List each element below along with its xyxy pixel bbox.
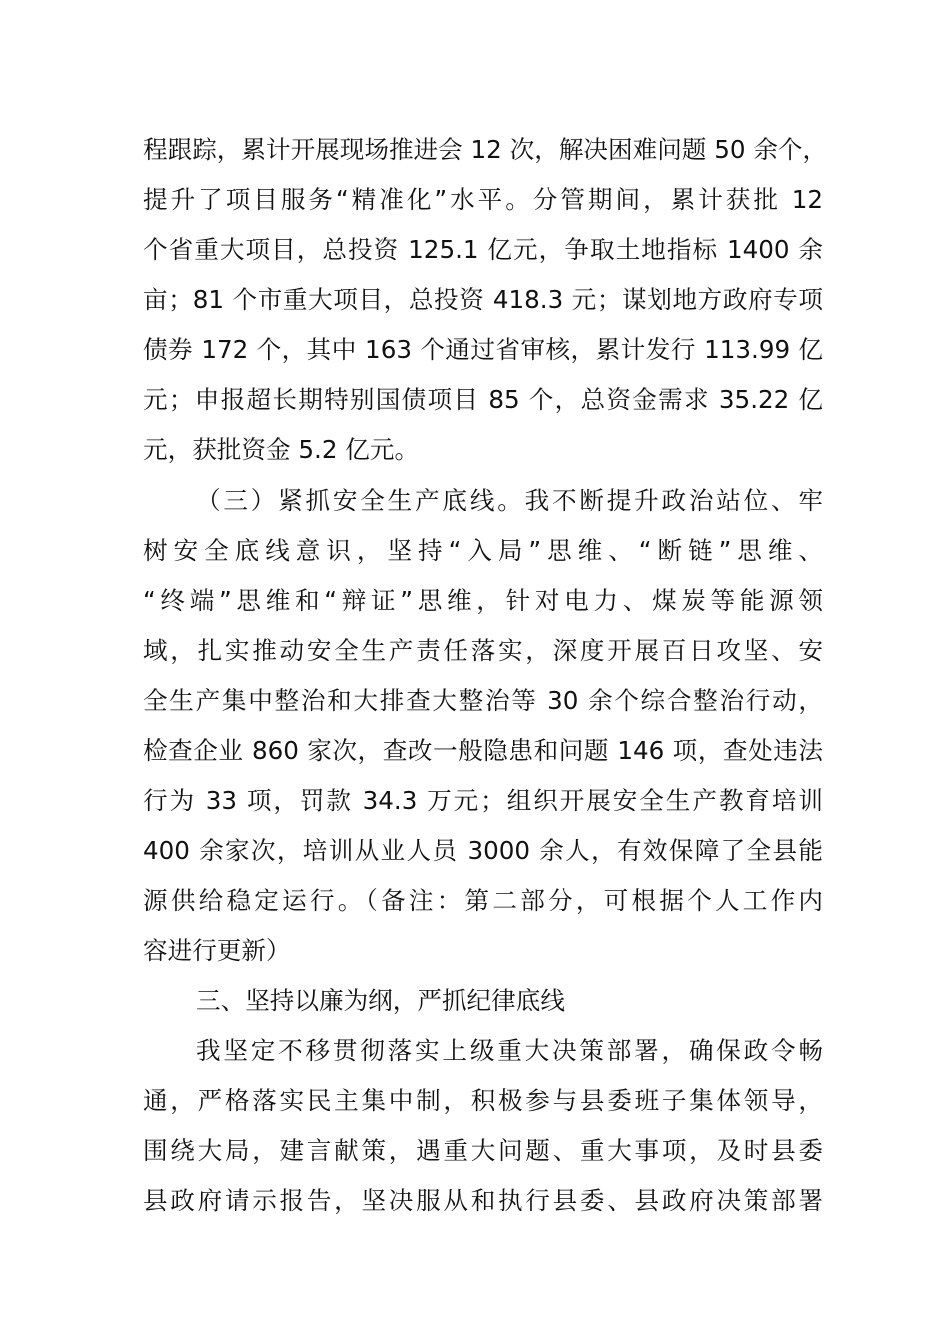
section-heading-line: （三）紧抓安全生产底线。我不断提升政治站位、牢 xyxy=(196,486,823,515)
text-line: 元；申报超长期特别国债项目 85 个，总资金需求 35.22 亿 xyxy=(143,385,823,414)
text-line: 400 余家次，培训从业人员 3000 余人，有效保障了全县能 xyxy=(143,836,823,865)
text-line: 个省重大项目，总投资 125.1 亿元，争取土地指标 1400 余 xyxy=(143,235,823,264)
text-line: 源供给稳定运行。（备注：第二部分，可根据个人工作内 xyxy=(143,886,823,915)
text-line: 容进行更新） xyxy=(143,936,291,965)
text-line: 提升了项目服务“精准化”水平。分管期间，累计获批 12 xyxy=(143,185,823,214)
text-line: 行为 33 项，罚款 34.3 万元；组织开展安全生产教育培训 xyxy=(143,786,823,815)
text-line: 全生产集中整治和大排查大整治等 30 余个综合整治行动， xyxy=(143,686,823,715)
text-line: 围绕大局，建言献策，遇重大问题、重大事项，及时县委 xyxy=(143,1136,823,1165)
text-line: 县政府请示报告，坚决服从和执行县委、县政府决策部署 xyxy=(143,1186,823,1215)
text-line: 亩；81 个市重大项目，总投资 418.3 元；谋划地方政府专项 xyxy=(143,285,823,314)
text-line: “终端”思维和“辩证”思维，针对电力、煤炭等能源领 xyxy=(143,586,823,615)
text-line: 树安全底线意识，坚持“入局”思维、“断链”思维、 xyxy=(143,536,823,565)
text-line: 通，严格落实民主集中制，积极参与县委班子集体领导， xyxy=(143,1086,823,1115)
text-line: 元，获批资金 5.2 亿元。 xyxy=(143,435,420,464)
text-line: 债券 172 个，其中 163 个通过省审核，累计发行 113.99 亿 xyxy=(143,335,823,364)
text-line: 域，扎实推动安全生产责任落实，深度开展百日攻坚、安 xyxy=(143,636,823,665)
text-line: 检查企业 860 家次，查改一般隐患和问题 146 项，查处违法 xyxy=(143,736,823,765)
section-heading: 三、坚持以廉为纲，严抓纪律底线 xyxy=(196,986,565,1015)
text-line: 程跟踪，累计开展现场推进会 12 次，解决困难问题 50 余个， xyxy=(143,135,828,164)
text-line: 我坚定不移贯彻落实上级重大决策部署，确保政令畅 xyxy=(196,1036,823,1065)
